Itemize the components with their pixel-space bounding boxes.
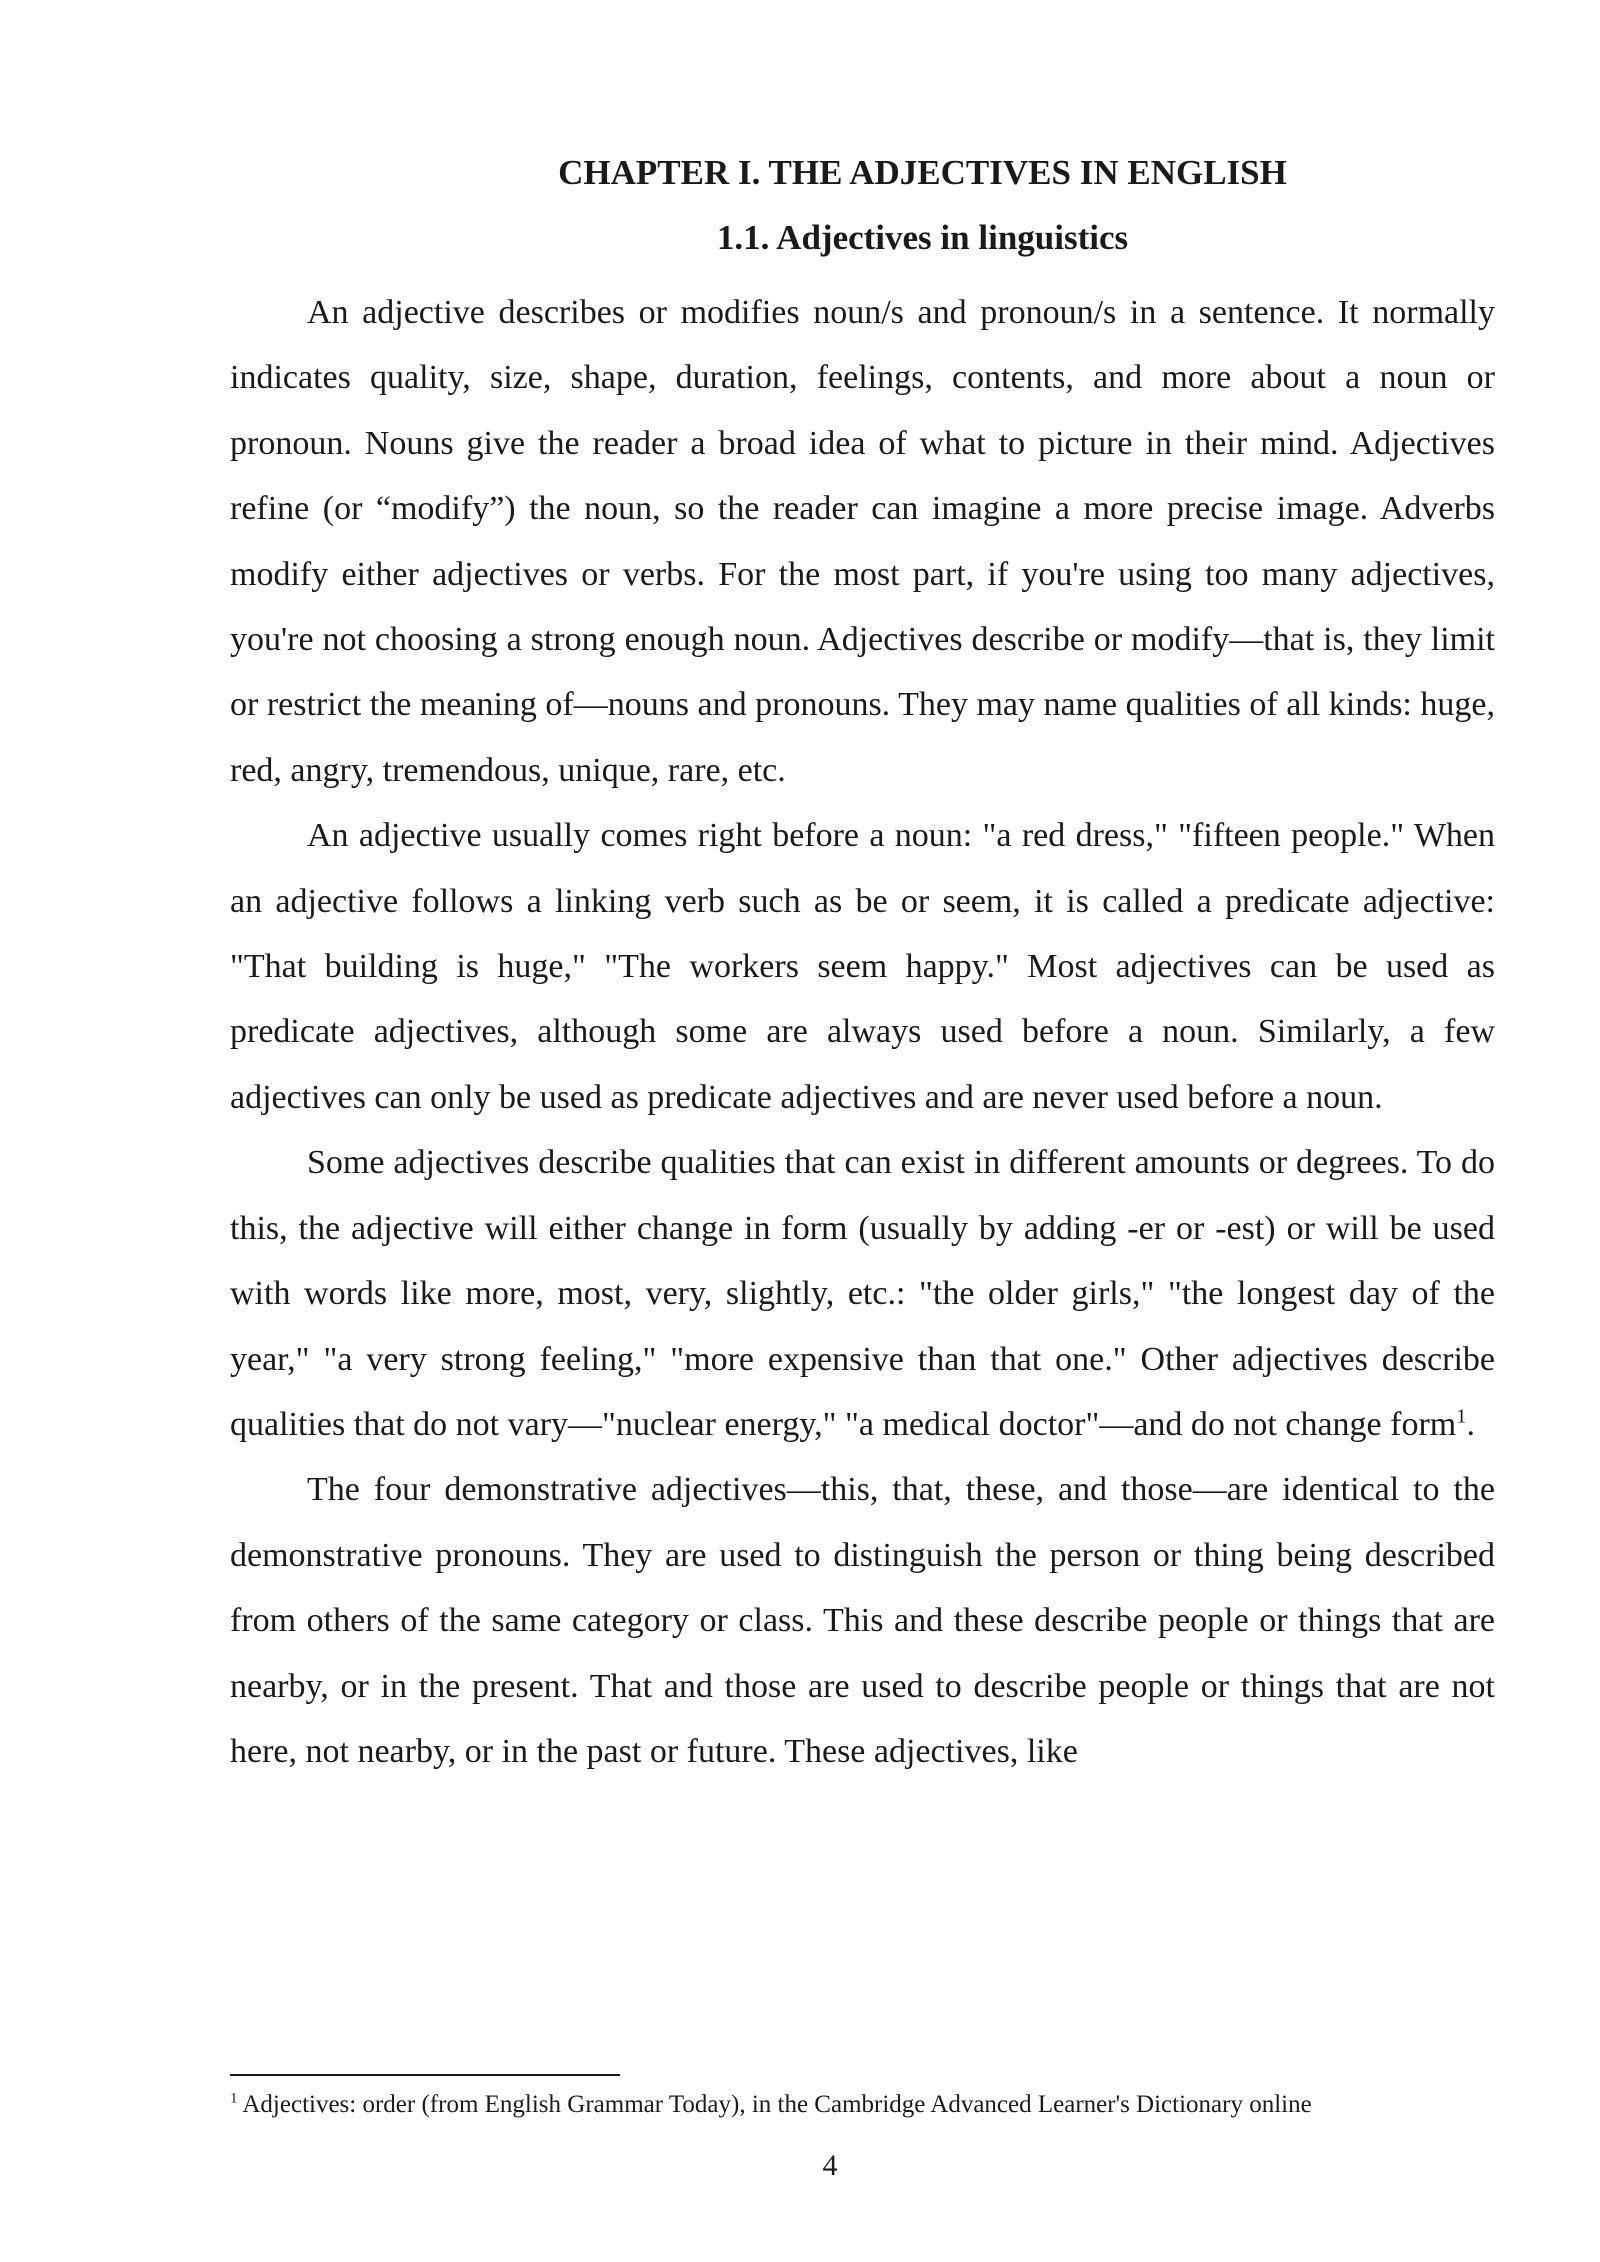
paragraph-3-tail: . <box>1466 1405 1475 1443</box>
chapter-title: CHAPTER I. THE ADJECTIVES IN ENGLISH <box>558 153 1287 192</box>
paragraph-3-text: Some adjectives describe qualities that can exist in different amounts or degrees. To do this, the adjective will either change in form (usually by adding -er or -est) or will be used with words like more, most, very, slightly, etc.: "the older girls," "the longest day of the year," "a very strong feeling," "more expensive than that one." Other adjectives describe qualities that do not vary—"nuclear energy," "a medical doctor"—and do not change form <box>230 1144 1495 1443</box>
page-number: 4 <box>822 2149 838 2182</box>
paragraph-1: An adjective describes or modifies noun/s and pronoun/s in a sentence. It normally indicates quality, size, shape, duration, feelings, contents, and more about a noun or pronoun. Nouns give the reader a broad idea of what to picture in their mind. Adjectives refine (or “modify”) the noun, so the reader can imagine a more precise image. Adverbs modify either adjectives or verbs. For the most part, if you're using too many adjectives, you're not choosing a strong enough noun. Adjectives describe or modify—that is, they limit or restrict the meaning of—nouns and pronouns. They may name qualities of all kinds: huge, red, angry, tremendous, unique, rare, etc. <box>230 294 1495 789</box>
page-body <box>230 150 1495 1784</box>
section-title: 1.1. Adjectives in linguistics <box>716 218 1129 257</box>
footnote-marker: 1 <box>230 2090 238 2107</box>
footnote-separator <box>230 2074 620 2076</box>
paragraph-3 <box>230 1130 1495 1457</box>
footnote-reference: 1 <box>1456 1405 1467 1428</box>
footnote-text: Adjectives: order (from English Grammar Today), in the Cambridge Advanced Learner's Dictionary online <box>242 2091 1312 2118</box>
paragraph-4: The four demonstrative adjectives—this, that, these, and those—are identical to the demonstrative pronouns. They are used to distinguish the person or thing being described from others of the same category or class. This and these describe people or things that are nearby, or in the present. That and those are used to describe people or things that are not here, not nearby, or in the past or future. These adjectives, like <box>230 1471 1495 1770</box>
paragraph-2: An adjective usually comes right before a noun: "a red dress," "fifteen people." When an adjective follows a linking verb such as be or seem, it is called a predicate adjective: "That building is huge," "The workers seem happy." Most adjectives can be used as predicate adjectives, although some are always used before a noun. Similarly, a few adjectives can only be used as predicate adjectives and are never used before a noun. <box>230 817 1495 1116</box>
footnote <box>230 2088 1495 2122</box>
